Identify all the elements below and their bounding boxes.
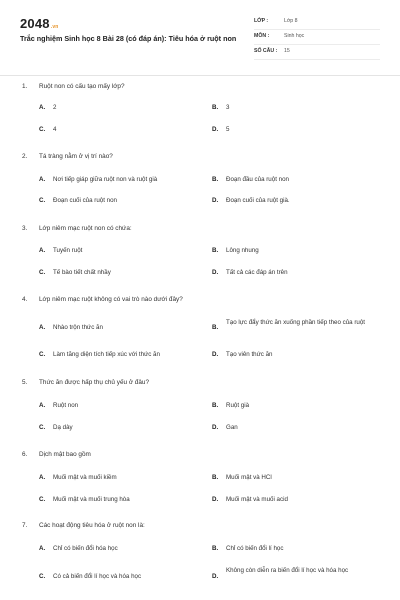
option-letter: C. [39, 351, 46, 358]
option-text: Ruột non [53, 402, 79, 409]
option-text: 3 [226, 104, 230, 111]
option-letter: B. [212, 474, 219, 481]
option-text: Tế bào tiết chất nhầy [53, 269, 111, 276]
meta-row-count [254, 45, 380, 60]
option-letter: D. [212, 351, 219, 358]
option-letter: B. [212, 176, 219, 183]
option-letter: A. [39, 104, 46, 111]
question-text: Dịch mật bao gồm [39, 451, 91, 458]
option-text: Tạo lực đẩy thức ăn xuống phần tiếp theo của ruột [226, 319, 365, 326]
meta-value: 15 [284, 48, 290, 54]
option-letter: D. [212, 496, 219, 503]
option-text: Muối mật và muối acid [226, 496, 288, 503]
site-logo[interactable] [20, 16, 59, 31]
option-letter: D. [212, 269, 219, 276]
option-text: Chỉ có biến đổi hóa học [53, 545, 118, 552]
option-text: Lông nhung [226, 247, 259, 254]
option-text: Muối mật và muối kiềm [53, 474, 117, 481]
option-text: Tạo viên thức ăn [226, 351, 273, 358]
option-letter: B. [212, 104, 219, 111]
option-text: Nhào trộn thức ăn [53, 324, 103, 331]
option-letter: C. [39, 424, 46, 431]
option-letter: A. [39, 247, 46, 254]
option-text: Gan [226, 424, 238, 431]
option-text: Có cả biến đổi lí học và hóa học [53, 573, 142, 580]
meta-label: LỚP : [254, 18, 269, 24]
option-text: Ruột già [226, 402, 250, 409]
option-letter: B. [212, 545, 219, 552]
question-number: 7. [22, 522, 28, 529]
option-letter: C. [39, 573, 46, 580]
option-text: 5 [226, 126, 230, 133]
question-text: Lớp niêm mạc ruột non có chứa: [39, 225, 132, 232]
question-text: Thức ăn được hấp thụ chủ yếu ở đâu? [39, 379, 150, 386]
question-text: Tá tràng nằm ở vị trí nào? [39, 153, 113, 160]
option-letter: B. [212, 247, 219, 254]
option-text: Không còn diễn ra biến đổi lí học và hóa học [226, 567, 349, 574]
option-text: Đoạn cuối của ruột già. [226, 197, 290, 204]
option-letter: D. [212, 126, 219, 133]
meta-value: Lớp 8 [284, 18, 298, 24]
option-text: Đoạn đầu của ruột non [226, 176, 289, 183]
header-divider [0, 75, 400, 76]
option-text: 2 [53, 104, 57, 111]
option-letter: B. [212, 402, 219, 409]
option-text: Làm tăng diện tích tiếp xúc với thức ăn [53, 351, 160, 358]
meta-row-subject [254, 30, 380, 45]
option-letter: A. [39, 402, 46, 409]
meta-row-grade [254, 15, 380, 30]
question-number: 5. [22, 379, 28, 386]
option-text: Muối mật và HCl [226, 474, 272, 481]
option-text: 4 [53, 126, 57, 133]
option-text: Nơi tiếp giáp giữa ruột non và ruột già [53, 176, 158, 183]
option-text: Đoạn cuối của ruột non [53, 197, 117, 204]
question-text: Các hoạt động tiêu hóa ở ruột non là: [39, 522, 145, 529]
option-letter: D. [212, 573, 219, 580]
meta-label: MÔN : [254, 33, 270, 39]
option-letter: A. [39, 324, 46, 331]
question-number: 6. [22, 451, 28, 458]
question-number: 4. [22, 296, 28, 303]
option-text: Tất cả các đáp án trên [226, 269, 288, 276]
question-number: 3. [22, 225, 28, 232]
document-header [0, 0, 400, 78]
option-text: Chỉ có biến đổi lí học [226, 545, 284, 552]
option-letter: A. [39, 545, 46, 552]
option-letter: A. [39, 176, 46, 183]
option-text: Muối mật và muối trung hòa [53, 496, 130, 503]
meta-label: SỐ CÂU : [254, 48, 278, 54]
option-letter: C. [39, 269, 46, 276]
option-letter: D. [212, 424, 219, 431]
logo-text: 2048 [20, 16, 50, 31]
option-letter: C. [39, 496, 46, 503]
option-letter: D. [212, 197, 219, 204]
option-text: Dạ dày [53, 424, 73, 431]
option-text: Tuyến ruột [53, 247, 83, 254]
meta-value: Sinh học [284, 33, 305, 39]
option-letter: C. [39, 197, 46, 204]
question-text: Lớp niêm mạc ruột không có vai trò nào dưới đây? [39, 296, 183, 303]
question-number: 1. [22, 83, 28, 90]
logo-suffix: .vn [50, 24, 59, 30]
page-title: Trắc nghiệm Sinh học 8 Bài 28 (có đáp án): Tiêu hóa ở ruột non [20, 34, 237, 43]
option-letter: C. [39, 126, 46, 133]
question-text: Ruột non có cấu tạo mấy lớp? [39, 83, 125, 90]
meta-info-panel [254, 15, 380, 60]
option-letter: A. [39, 474, 46, 481]
question-number: 2. [22, 153, 28, 160]
option-letter: B. [212, 324, 219, 331]
